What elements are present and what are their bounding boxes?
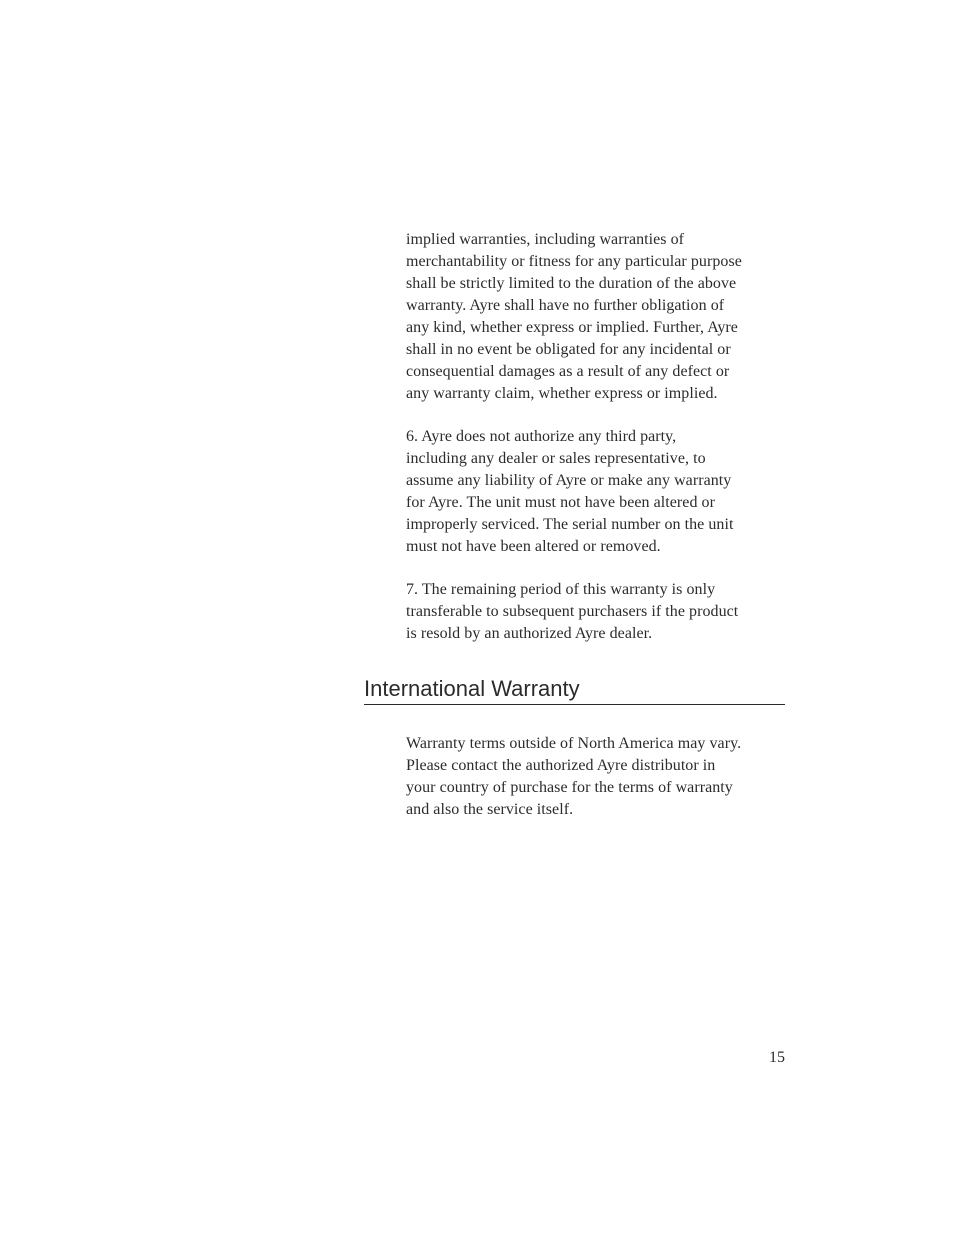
text-line: any kind, whether express or implied. Further, Ayre xyxy=(406,319,738,336)
text-line: is resold by an authorized Ayre dealer. xyxy=(406,625,653,642)
text-line: consequential damages as a result of any defect or xyxy=(406,363,730,380)
text-line: assume any liability of Ayre or make any warranty xyxy=(406,472,732,489)
text-line: 6. Ayre does not authorize any third party, xyxy=(406,428,677,445)
text-line: shall be strictly limited to the duration of the above xyxy=(406,275,737,292)
text-line: shall in no event be obligated for any incidental or xyxy=(406,341,731,358)
text-line: merchantability or fitness for any particular purpose xyxy=(406,253,742,270)
text-line: warranty. Ayre shall have no further obligation of xyxy=(406,297,725,314)
text-line: transferable to subsequent purchasers if the product xyxy=(406,603,739,620)
text-line: 7. The remaining period of this warranty is only xyxy=(406,581,716,598)
section-heading: International Warranty xyxy=(364,674,785,705)
text-line: Please contact the authorized Ayre distributor in xyxy=(406,757,716,774)
text-line: any warranty claim, whether express or implied. xyxy=(406,385,718,402)
text-line: including any dealer or sales representative, to xyxy=(406,450,706,467)
page-number: 15 xyxy=(769,1049,785,1066)
text-line: and also the service itself. xyxy=(406,801,574,818)
text-line: for Ayre. The unit must not have been altered or xyxy=(406,494,715,511)
text-line: your country of purchase for the terms of warranty xyxy=(406,779,733,796)
text-line: must not have been altered or removed. xyxy=(406,538,661,555)
text-line: improperly serviced. The serial number on the unit xyxy=(406,516,734,533)
text-line: Warranty terms outside of North America may vary. xyxy=(406,735,742,752)
text-line: implied warranties, including warranties of xyxy=(406,231,685,248)
